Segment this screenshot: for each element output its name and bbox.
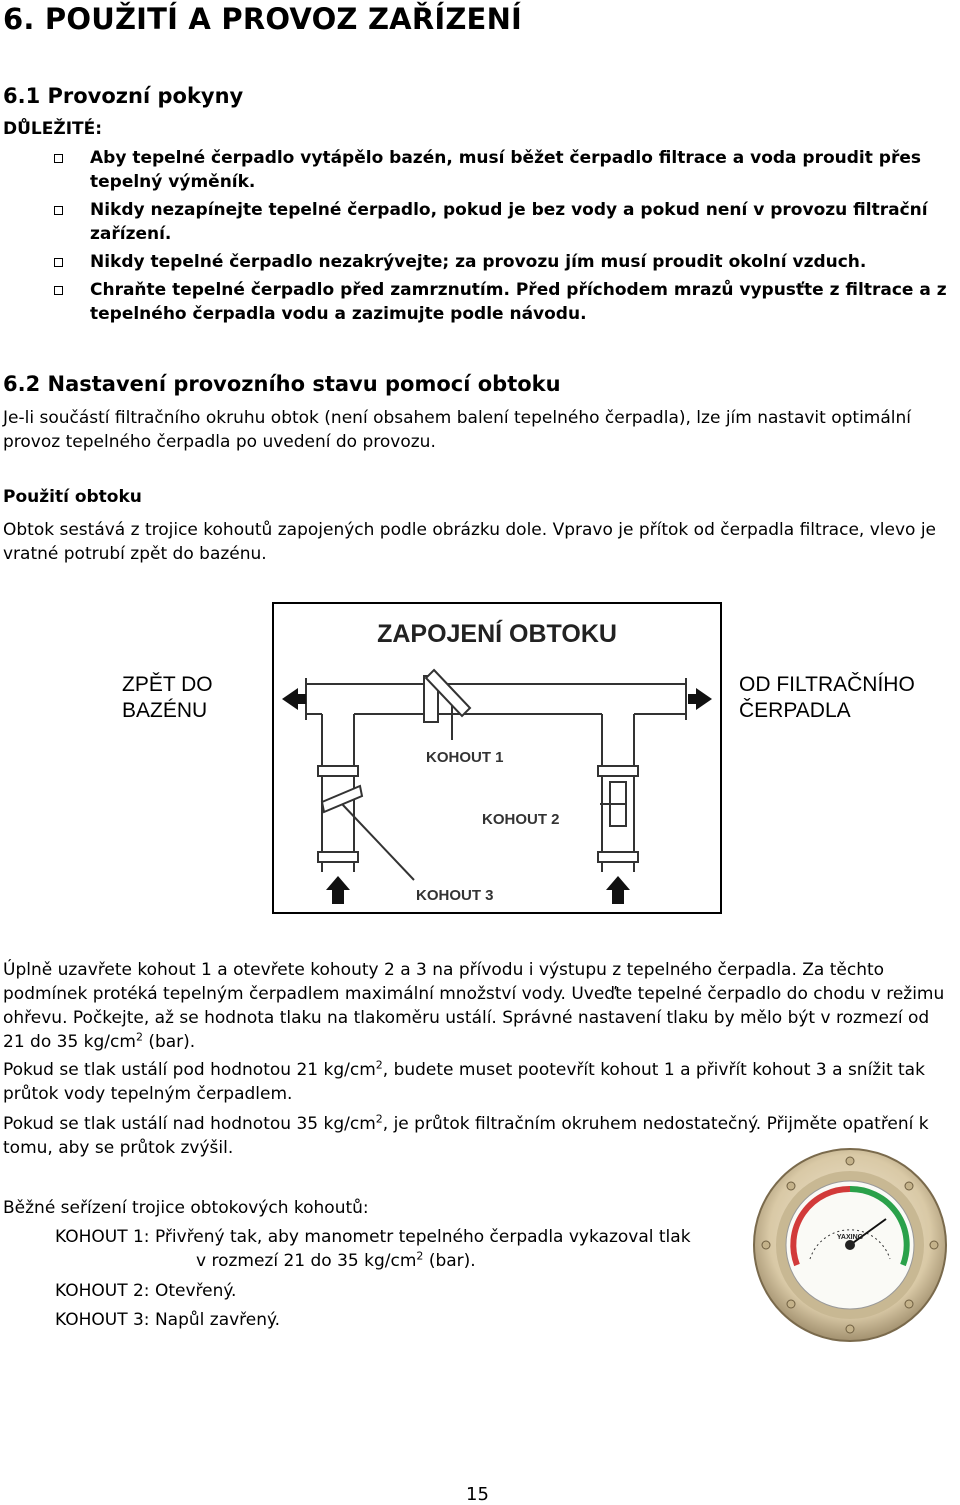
list-item: Aby tepelné čerpadlo vytápělo bazén, musí běžet čerpadlo filtrace a voda proudit přes tepelný výměník. [52, 146, 952, 194]
pressure-gauge-image [750, 1145, 950, 1345]
instruction-paragraph-1: Úplně uzavřete kohout 1 a otevřete kohouty 2 a 3 na přívodu i výstupu z tepelného čerpadla. Za těchto podmínek protéká tepelným čerpadlem maximální množství vody. Uveďte tepelné čerpadlo do chodu v režimu ohřevu. Počkejte, až se hodnota tlaku na tlakoměru ustálí. Správné nastavení tlaku by mělo být v rozmezí od 21 do 35 $kg/cm^2$ (bar). [3, 960, 945, 1052]
setting-valve-2: KOHOUT 2: Otevřený. [55, 1281, 237, 1301]
checkbox-bullet-icon [54, 286, 63, 295]
setting-valve-1: KOHOUT 1: Přivřený tak, aby manometr tepelného čerpadla vykazoval tlak [55, 1227, 691, 1247]
usage-text: Obtok sestává z trojice kohoutů zapojených podle obrázku dole. Vpravo je přítok od čerpadla filtrace, vlevo je vratné potrubí zpět do bazénu. [3, 520, 937, 564]
settings-title: Běžné seřízení trojice obtokových kohoutů: [3, 1198, 369, 1218]
gauge-brand: YAXING [836, 1234, 864, 1241]
list-item: Nikdy tepelné čerpadlo nezakrývejte; za provozu jím musí proudit okolní vzduch. [52, 250, 952, 274]
page-number: 15 [466, 1484, 489, 1505]
usage-title: Použití obtoku [3, 487, 142, 507]
left-label: ZPĚT DO BAZÉNU [122, 673, 213, 722]
valve-2-label: KOHOUT 2 [482, 811, 560, 828]
diagram-title: ZAPOJENÍ OBTOKU [377, 620, 617, 648]
checkbox-bullet-icon [54, 206, 63, 215]
valve-1-label: KOHOUT 1 [426, 749, 504, 766]
bypass-diagram-drawing [274, 604, 720, 912]
bypass-diagram [272, 602, 722, 914]
section-6-2-intro: Je-li součástí filtračního okruhu obtok (není obsahem balení tepelného čerpadla), lze jím nastavit optimální provoz tepelného čerpadla po uvedení do provozu. [3, 408, 911, 452]
valve-3-handle [322, 786, 362, 812]
setting-valve-1-cont: v rozmezí 21 do 35 $kg/cm^2$ (bar). [196, 1249, 476, 1271]
valve-3-label: KOHOUT 3 [416, 887, 494, 904]
chapter-heading: 6. POUŽITÍ A PROVOZ ZAŘÍZENÍ [3, 2, 523, 36]
list-item: Chraňte tepelné čerpadlo před zamrznutím. Před příchodem mrazů vypusťte z filtrace a z tepelného čerpadla vodu a zazimujte podle návodu. [52, 278, 952, 326]
setting-valve-3: KOHOUT 3: Napůl zavřený. [55, 1310, 281, 1330]
important-label: DŮLEŽITÉ: [3, 119, 103, 139]
right-label: OD FILTRAČNÍHO ČERPADLA [739, 673, 915, 722]
section-6-1-title: 6.1 Provozní pokyny [3, 84, 244, 108]
important-list [52, 146, 952, 330]
instruction-paragraph-3: Pokud se tlak ustálí nad hodnotou 35 $kg/cm^2$, je průtok filtračním okruhem nedostatečný. Přijměte opatření k tomu, aby se průtok zvýšil. [3, 1112, 929, 1158]
checkbox-bullet-icon [54, 154, 63, 163]
section-6-2-title: 6.2 Nastavení provozního stavu pomocí obtoku [3, 372, 561, 396]
checkbox-bullet-icon [54, 258, 63, 267]
instruction-paragraph-2: Pokud se tlak ustálí pod hodnotou 21 $kg/cm^2$, budete muset pootevřít kohout 1 a přivřít kohout 3 a snížit tak průtok vody tepelným čerpadlem. [3, 1058, 925, 1104]
list-item: Nikdy nezapínejte tepelné čerpadlo, pokud je bez vody a pokud není v provozu filtrační zařízení. [52, 198, 952, 246]
